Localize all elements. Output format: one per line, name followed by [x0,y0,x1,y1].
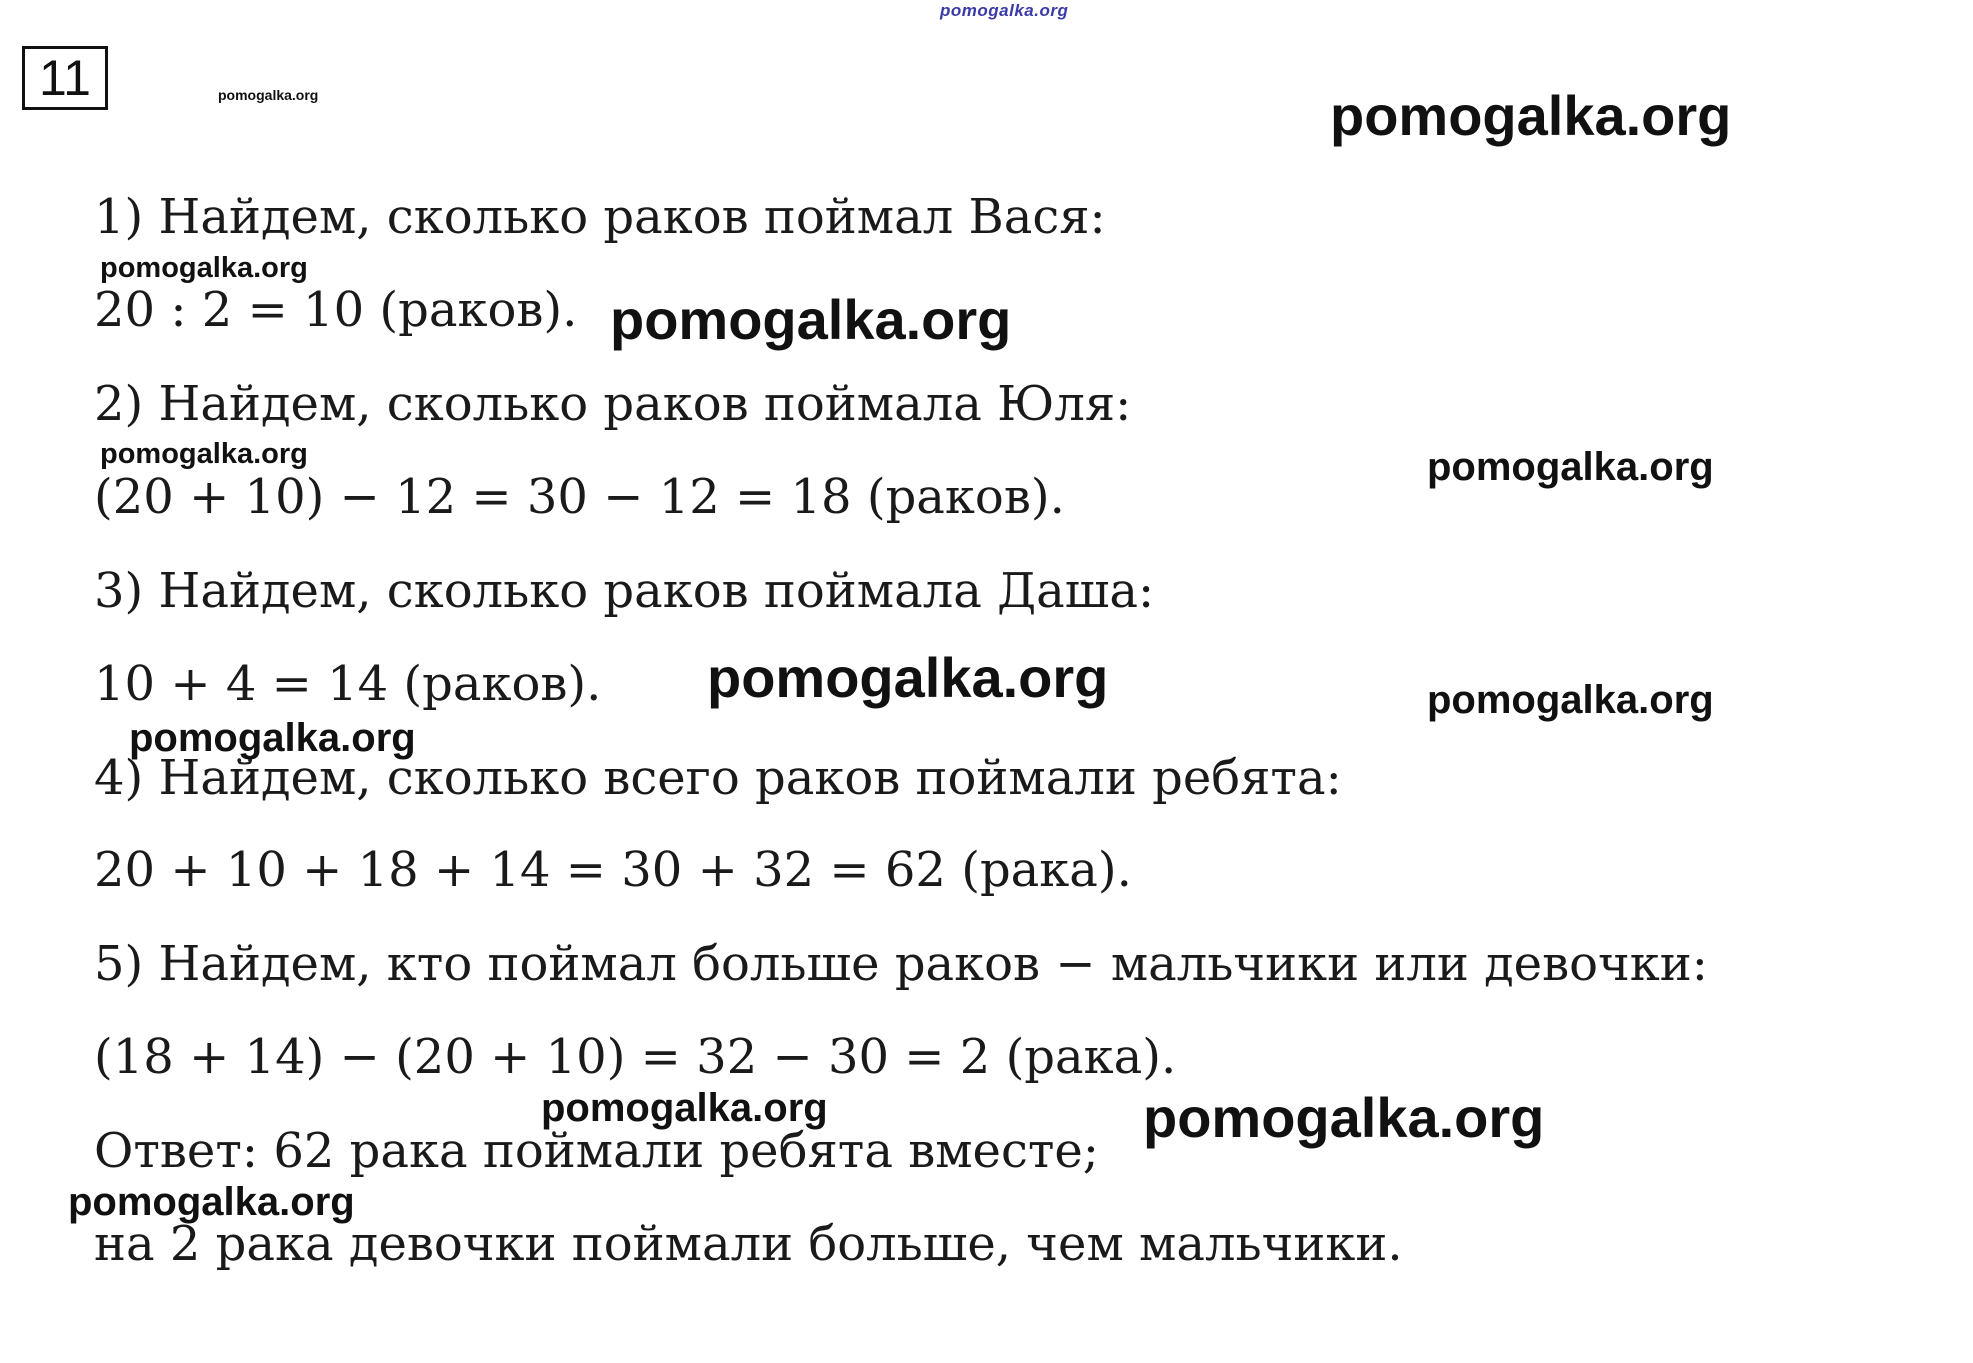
solution-line-4: (20 + 10) − 12 = 30 − 12 = 18 (раков). [94,469,1065,525]
solution-line-9: 5) Найдем, кто поймал больше раков − мальчики или девочки: [94,936,1708,992]
solution-line-3: 2) Найдем, сколько раков поймала Юля: [94,376,1132,432]
watermark: pomogalka.org [129,716,416,760]
answer-line-1: Ответ: 62 рака поймали ребята вместе; [94,1123,1099,1179]
watermark: pomogalka.org [610,288,1012,351]
task-number-box: 11 [22,46,108,110]
watermark: pomogalka.org [707,646,1109,709]
solution-line-8: 20 + 10 + 18 + 14 = 30 + 32 = 62 (рака). [94,842,1132,898]
watermark-header: pomogalka.org [1330,84,1732,147]
solution-line-10: (18 + 14) − (20 + 10) = 32 − 30 = 2 (рака). [94,1029,1177,1085]
solution-line-1: 1) Найдем, сколько раков поймал Вася: [94,189,1106,245]
watermark: pomogalka.org [1427,445,1714,489]
watermark: pomogalka.org [1143,1086,1545,1149]
watermark: pomogalka.org [100,438,308,470]
solution-line-5: 3) Найдем, сколько раков поймала Даша: [94,563,1155,619]
watermark-top: pomogalka.org [940,1,1069,20]
watermark: pomogalka.org [68,1180,355,1224]
watermark: pomogalka.org [100,252,308,284]
solution-line-6: 10 + 4 = 14 (раков). [94,656,602,712]
watermark: pomogalka.org [541,1086,828,1130]
solution-line-2: 20 : 2 = 10 (раков). [94,282,578,338]
watermark: pomogalka.org [1427,678,1714,722]
watermark-small: pomogalka.org [218,87,319,103]
solution-line-7: 4) Найдем, сколько всего раков поймали ребята: [94,750,1342,806]
answer-line-2: на 2 рака девочки поймали больше, чем мальчики. [94,1216,1403,1272]
